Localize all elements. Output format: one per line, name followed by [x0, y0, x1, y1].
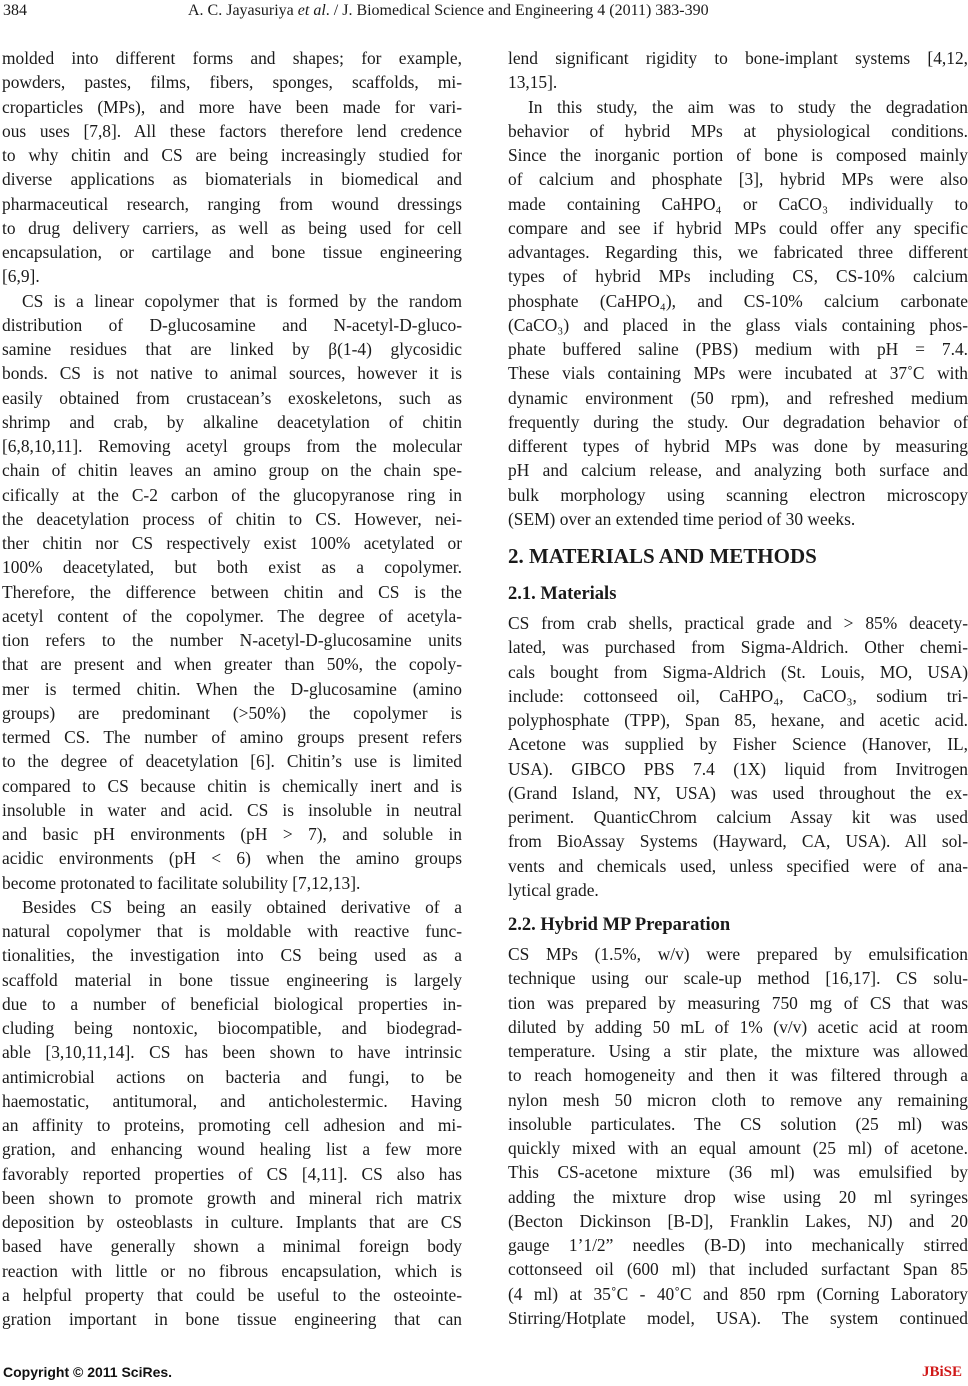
text-line: reaction with little or no fibrous encapsulation, which is [2, 1260, 462, 1281]
text-line: compare and see if hybrid MPs could offer any specific [508, 217, 968, 238]
text-line: bonds. CS is not native to animal sources, however it is [2, 363, 462, 384]
text-line: pH and calcium release, and analyzing both surface and [508, 460, 968, 481]
text-line: [6,9]. [2, 266, 40, 287]
text-line: become protonated to facilitate solubility [7,12,13]. [2, 872, 361, 893]
text-line: the deacetylation process of chitin to CS. However, nei- [2, 508, 462, 529]
text-line: Since the inorganic portion of bone is composed mainly [508, 145, 968, 165]
text-line: termed CS. The number of amino groups present refers [2, 727, 462, 747]
text-line: tion refers to the number N-acetyl-D-glucosamine units [2, 630, 462, 650]
text-line: (4 ml) at 35˚C - 40˚C and 850 rpm (Corning Laboratory [508, 1283, 968, 1304]
text-line: and basic pH environments (pH > 7), and soluble in [2, 824, 462, 844]
text-line: include: cottonseed oil, CaHPO₄, CaCO₃, sodium tri- [508, 685, 968, 706]
text-line: compared to CS because chitin is chemically inert and is [2, 775, 462, 796]
text-line: 100% deacetylated, but both exist as a copolymer. [2, 557, 462, 578]
text-line: due to a number of beneficial biological properties in- [2, 993, 462, 1014]
text-line: These vials containing MPs were incubated at 37˚C with [508, 363, 968, 384]
intro-paragraph-continued [508, 46, 968, 95]
running-title [188, 2, 709, 20]
text-line: croparticles (MPs), and more have been made for vari- [2, 96, 462, 117]
text-line: scaffold material in bone tissue engineering is largely [2, 969, 462, 990]
text-line: to the degree of deacetylation [6]. Chitin’s use is limited [2, 751, 462, 772]
text-line: powders, pastes, films, fibers, sponges, scaffolds, mi- [2, 72, 462, 93]
text-line: lated, was purchased from Sigma-Aldrich. Other chemi- [508, 637, 968, 658]
text-line: of calcium and phosphate [3], hybrid MPs were also [508, 169, 968, 190]
text-line: different types of hybrid MPs was done by measuring [508, 436, 968, 456]
text-line: easily obtained from crustacean’s exoskeletons, such as [2, 387, 462, 408]
text-line: to drug delivery carriers, as well as being used for cell [2, 217, 462, 238]
text-line: quickly mixed with an equal amount (25 ml) of acetone. [508, 1138, 968, 1158]
text-line: based have generally shown a minimal foreign body [2, 1236, 462, 1257]
running-title-authors: A. C. Jayasuriya [188, 2, 298, 19]
text-line: haemostatic, antitumoral, and anticholestermic. Having [2, 1090, 462, 1111]
text-line: Therefore, the difference between chitin and CS is the [2, 581, 462, 602]
subsection-heading-preparation: 2.2. Hybrid MP Preparation [508, 915, 731, 935]
text-line: insoluble particulates. The CS solution (25 ml) was [508, 1113, 968, 1134]
text-line: CS from crab shells, practical grade and > 85% deacety- [508, 613, 968, 633]
text-line: cottonseed oil (600 ml) that included surfactant Span 85 [508, 1259, 968, 1280]
text-line: antimicrobial actions on bacteria and fungi, to be [2, 1066, 462, 1087]
aim-paragraph [508, 95, 968, 532]
section-heading-materials-methods: 2. MATERIALS AND METHODS [508, 544, 817, 568]
text-line: gauge 1’1/2” needles (B-D) into mechanically stirred [508, 1235, 968, 1255]
text-line: acidic environments (pH < 6) when the amino groups [2, 848, 462, 869]
text-line: cluding being nontoxic, biocompatible, and biodegrad- [2, 1018, 462, 1038]
text-line: Stirring/Hotplate model, USA). The system continued [508, 1307, 968, 1328]
text-line: insoluble in water and acid. CS is insoluble in neutral [2, 799, 462, 820]
text-line: vents and chemicals used, unless specified were of ana- [508, 855, 968, 876]
text-line: mer is termed chitin. When the D-glucosamine (amino [2, 678, 462, 699]
text-line: CS MPs (1.5%, w/v) were prepared by emulsification [508, 944, 968, 964]
preparation-paragraph [508, 942, 968, 1330]
text-line: gration important in bone tissue engineering that can [2, 1309, 462, 1329]
text-line: that are present and when greater than 50%, the copoly- [2, 654, 462, 675]
subsection-heading-materials: 2.1. Materials [508, 584, 617, 604]
text-line: nylon mesh 50 micron cloth to remove any remaining [508, 1089, 968, 1110]
text-line: encapsulation, or cartilage and bone tissue engineering [2, 242, 462, 262]
text-line: dynamic environment (50 rpm), and refreshed medium [508, 387, 968, 408]
materials-paragraph [508, 611, 968, 902]
text-line: (CaCO₃) and placed in the glass vials containing phos- [508, 314, 968, 335]
text-line: diverse applications as biomaterials in biomedical and [2, 169, 462, 190]
text-line: deposition by osteoblasts in culture. Implants that are CS [2, 1212, 462, 1232]
text-line: types of hybrid MPs including CS, CS-10% calcium [508, 266, 968, 287]
text-line: cals bought from Sigma-Aldrich (St. Louis, MO, USA) [508, 661, 968, 682]
text-line: Acetone was supplied by Fisher Science (Hanover, IL, [508, 734, 968, 755]
text-line: favorably reported properties of CS [4,11]. CS also has [2, 1163, 462, 1184]
footer-copyright: Copyright © 2011 SciRes. [3, 1364, 173, 1380]
text-line: (Becton Dickinson [B-D], Franklin Lakes, NJ) and 20 [508, 1210, 968, 1231]
text-line: ther chitin nor CS respectively exist 100% acetylated or [2, 533, 462, 553]
text-line: groups) are predominant (>50%) the copolymer is [2, 702, 462, 723]
text-line: made containing CaHPO₄ or CaCO₃ individually to [508, 193, 968, 214]
running-title-etal: et al [297, 2, 326, 19]
text-line: adding the mixture drop wise using 20 ml syringes [508, 1186, 968, 1207]
text-line: to reach homogeneity and then it was filtered through a [508, 1065, 968, 1086]
text-line: diluted by adding 50 mL of 1% (v/v) acetic acid at room [508, 1016, 968, 1037]
text-line: [6,8,10,11]. Removing acetyl groups from the molecular [2, 436, 462, 456]
text-line: In this study, the aim was to study the degradation [528, 96, 968, 117]
text-line: a helpful property that could be useful to the osteointe- [2, 1284, 462, 1305]
text-line: to why chitin and CS are being increasingly studied for [2, 145, 462, 165]
text-line: tionalities, the investigation into CS being used as a [2, 945, 462, 966]
text-line: acetyl content of the copolymer. The degree of acetyla- [2, 605, 462, 626]
text-line: been shown to promote growth and mineral rich matrix [2, 1187, 462, 1208]
text-line: bulk morphology using scanning electron microscopy [508, 484, 968, 505]
page-header [0, 0, 968, 30]
text-line: 13,15]. [508, 72, 558, 93]
text-line: This CS-acetone mixture (36 ml) was emulsified by [508, 1162, 968, 1183]
text-line: lend significant rigidity to bone-implant systems [4,12, [508, 48, 968, 68]
text-line: temperature. Using a stir plate, the mixture was allowed [508, 1041, 968, 1061]
text-line: gration, and enhancing wound healing list a few more [2, 1139, 462, 1160]
text-line: technique using our scale-up method [16,17]. CS solu- [508, 968, 968, 989]
page-number: 384 [3, 2, 27, 19]
text-line: shrimp and crab, by alkaline deacetylation of chitin [2, 411, 462, 432]
text-line: able [3,10,11,14]. CS has been shown to have intrinsic [2, 1042, 462, 1063]
left-column [2, 46, 462, 1331]
text-line: periment. QuanticChrom calcium Assay kit was used [508, 807, 968, 827]
text-line: CS is a linear copolymer that is formed by the random [22, 290, 462, 311]
footer-journal-abbrev: JBiSE [921, 1364, 962, 1380]
text-line: ous uses [7,8]. All these factors therefore lend credence [2, 120, 462, 141]
text-line: frequently during the study. Our degradation behavior of [508, 411, 968, 432]
text-line: tion was prepared by measuring 750 mg of CS that was [508, 992, 968, 1013]
text-line: behavior of hybrid MPs at physiological conditions. [508, 120, 968, 141]
text-line: molded into different forms and shapes; for example, [2, 48, 462, 68]
running-title-journal: . / J. Biomedical Science and Engineering 4 (2011) 383-390 [325, 2, 709, 19]
text-line: (SEM) over an extended time period of 30 weeks. [508, 508, 856, 529]
text-line: cifically at the C-2 carbon of the glucopyranose ring in [2, 484, 462, 505]
text-line: an affinity to proteins, promoting cell adhesion and mi- [2, 1115, 462, 1135]
text-line: Besides CS being an easily obtained derivative of a [22, 896, 462, 917]
text-line: USA). GIBCO PBS 7.4 (1X) liquid from Invitrogen [508, 758, 968, 779]
text-line: pharmaceutical research, ranging from wound dressings [2, 193, 462, 214]
text-line: polyphosphate (TPP), Span 85, hexane, and acetic acid. [508, 710, 968, 730]
text-line: from BioAssay Systems (Hayward, CA, USA). All sol- [508, 831, 968, 852]
text-line: advantages. Regarding this, we fabricated three different [508, 242, 968, 262]
text-line: phate buffered saline (PBS) medium with pH = 7.4. [508, 339, 968, 359]
text-line: lytical grade. [508, 879, 599, 900]
right-column [508, 46, 968, 1330]
text-line: phosphate (CaHPO₄), and CS-10% calcium carbonate [508, 290, 968, 311]
text-line: (Grand Island, NY, USA) was used throughout the ex- [508, 782, 968, 803]
text-line: distribution of D-glucosamine and N-acetyl-D-gluco- [2, 314, 462, 335]
text-line: chain of chitin leaves an amino group on the chain spe- [2, 460, 462, 481]
text-line: natural copolymer that is moldable with reactive func- [2, 921, 462, 941]
text-line: samine residues that are linked by β(1-4) glycosidic [2, 339, 462, 359]
